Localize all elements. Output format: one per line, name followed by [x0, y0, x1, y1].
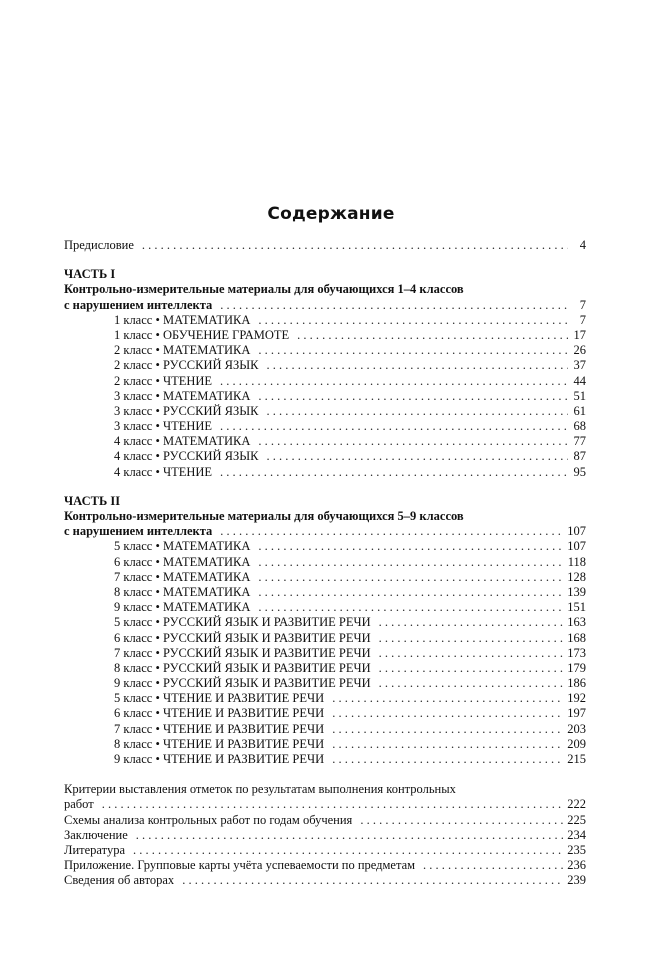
toc-entry-page: 173: [567, 645, 586, 660]
part-1-title-line-1: Контрольно-измерительные материалы для обучающихся 1–4 классов: [64, 282, 464, 297]
toc-entry[interactable]: [64, 374, 586, 389]
dot-leader: [332, 722, 563, 737]
toc-entry-label: Схемы анализа контрольных работ по годам обучения: [64, 812, 353, 827]
dot-leader: [360, 813, 563, 828]
toc-entry-page: 197: [567, 706, 586, 721]
toc-entry[interactable]: [64, 646, 586, 661]
dot-leader: [266, 358, 568, 373]
toc-entry-label: 3 класс • ЧТЕНИЕ: [114, 419, 213, 434]
dot-leader: [258, 313, 568, 328]
toc-entry-label: 8 класс • МАТЕМАТИКА: [114, 584, 251, 599]
dot-leader: [133, 843, 563, 858]
appendix-entries: [64, 813, 586, 889]
toc-entry-label: работ: [64, 797, 94, 812]
toc-entry-label: 5 класс • РУССКИЙ ЯЗЫК И РАЗВИТИЕ РЕЧИ: [114, 615, 371, 630]
toc-entry-criteria[interactable]: [64, 797, 586, 812]
toc-entry-page: 107: [567, 539, 586, 554]
toc-entry[interactable]: [64, 813, 586, 828]
part-2-title-line-2: с нарушением интеллекта: [64, 524, 213, 539]
dot-leader: [220, 465, 568, 480]
toc-entry[interactable]: [64, 313, 586, 328]
toc-entry-label: Сведения об авторах: [64, 873, 175, 888]
toc-entry[interactable]: [64, 465, 586, 480]
toc-entry-page: 239: [567, 873, 586, 888]
toc-entry-page: 139: [567, 584, 586, 599]
dot-leader: [332, 691, 563, 706]
dot-leader: [136, 828, 564, 843]
toc-entry-page: 61: [573, 403, 586, 418]
toc-entry-page: 192: [567, 691, 586, 706]
toc-entry-part-2[interactable]: [64, 524, 586, 539]
part-1-entries: [64, 313, 586, 480]
toc-entry-label: 5 класс • МАТЕМАТИКА: [114, 539, 251, 554]
toc-entry-page: 222: [567, 797, 586, 812]
toc-entry-page: 186: [567, 676, 586, 691]
toc-entry-criteria-line-1: Критерии выставления отметок по результатам выполнения контрольных: [64, 782, 456, 797]
dot-leader: [258, 389, 568, 404]
dot-leader: [220, 524, 563, 539]
dot-leader: [332, 706, 563, 721]
toc-entry-label: 4 класс • ЧТЕНИЕ: [114, 464, 213, 479]
toc-entry[interactable]: [64, 676, 586, 691]
toc-entry-page: 7: [579, 312, 586, 327]
toc-entry[interactable]: [64, 631, 586, 646]
dot-leader: [258, 539, 563, 554]
dot-leader: [297, 328, 568, 343]
part-2-entries: [64, 539, 586, 767]
toc-entry-label: Приложение. Групповые карты учёта успеваемости по предметам: [64, 858, 416, 873]
toc-entry-page: 234: [567, 827, 586, 842]
toc-entry-label: 9 класс • МАТЕМАТИКА: [114, 600, 251, 615]
toc-entry-label: 7 класс • РУССКИЙ ЯЗЫК И РАЗВИТИЕ РЕЧИ: [114, 645, 371, 660]
toc-entry-page: 7: [579, 297, 586, 312]
dot-leader: [220, 419, 568, 434]
toc-entry-label: 8 класс • ЧТЕНИЕ И РАЗВИТИЕ РЕЧИ: [114, 736, 325, 751]
toc-entry-page: 68: [573, 419, 586, 434]
toc-entry-page: 215: [567, 752, 586, 766]
part-2-heading: ЧАСТЬ II: [64, 493, 121, 508]
toc-entry-label: 2 класс • ЧТЕНИЕ: [114, 373, 213, 388]
part-1-heading: ЧАСТЬ I: [64, 267, 116, 282]
dot-leader: [379, 646, 564, 661]
toc-entry-label: 6 класс • РУССКИЙ ЯЗЫК И РАЗВИТИЕ РЕЧИ: [114, 630, 371, 645]
dot-leader: [332, 737, 563, 752]
toc-entry[interactable]: [64, 343, 586, 358]
dot-leader: [142, 238, 568, 253]
dot-leader: [379, 631, 564, 646]
toc-entry-page: 151: [567, 600, 586, 615]
toc-entry-page: 235: [567, 842, 586, 857]
toc-entry-page: 179: [567, 660, 586, 675]
toc-entry[interactable]: [64, 419, 586, 434]
toc-entry-page: 225: [567, 812, 586, 827]
dot-leader: [102, 797, 564, 812]
toc-entry[interactable]: [64, 706, 586, 721]
dot-leader: [266, 449, 568, 464]
toc-entry-label: 7 класс • МАТЕМАТИКА: [114, 569, 251, 584]
dot-leader: [258, 555, 563, 570]
toc-entry-label: 5 класс • ЧТЕНИЕ И РАЗВИТИЕ РЕЧИ: [114, 691, 325, 706]
toc-entry[interactable]: [64, 828, 586, 843]
toc-entry-page: 17: [573, 327, 586, 342]
toc-entry-label: 2 класс • МАТЕМАТИКА: [114, 343, 251, 358]
toc-entry-page: 95: [573, 464, 586, 479]
toc-entry-label: 1 класс • МАТЕМАТИКА: [114, 312, 251, 327]
part-2-title-line-1: Контрольно-измерительные материалы для обучающихся 5–9 классов: [64, 509, 464, 523]
toc-entry[interactable]: [64, 843, 586, 858]
dot-leader: [258, 570, 563, 585]
toc-entry[interactable]: [64, 358, 586, 373]
toc-entry-page: 236: [567, 858, 586, 873]
toc-entry-label: 8 класс • РУССКИЙ ЯЗЫК И РАЗВИТИЕ РЕЧИ: [114, 660, 371, 675]
toc-entry[interactable]: [64, 615, 586, 630]
toc-entry-page: 87: [573, 449, 586, 464]
toc-entry[interactable]: [64, 449, 586, 464]
toc-entry[interactable]: [64, 722, 586, 737]
toc-entry[interactable]: [64, 555, 586, 570]
toc-entry-label: 3 класс • МАТЕМАТИКА: [114, 388, 251, 403]
toc-entry-label: 6 класс • МАТЕМАТИКА: [114, 554, 251, 569]
toc-entry-label: Литература: [64, 842, 125, 857]
toc-entry-page: 44: [573, 373, 586, 388]
part-1-title-line-2: с нарушением интеллекта: [64, 297, 213, 312]
toc-entry[interactable]: [64, 328, 586, 343]
toc-entry[interactable]: [64, 404, 586, 419]
dot-leader: [258, 600, 563, 615]
table-of-contents: [64, 238, 586, 889]
toc-entry-part-1[interactable]: [64, 298, 586, 313]
dot-leader: [258, 343, 568, 358]
toc-entry[interactable]: [64, 737, 586, 752]
toc-entry[interactable]: [64, 539, 586, 554]
toc-entry-page: 107: [567, 524, 586, 539]
dot-leader: [379, 615, 564, 630]
toc-entry-label: 4 класс • РУССКИЙ ЯЗЫК: [114, 449, 259, 464]
dot-leader: [182, 873, 563, 888]
toc-entry[interactable]: [64, 585, 586, 600]
dot-leader: [379, 661, 564, 676]
toc-entry-page: 118: [567, 554, 586, 569]
toc-entry-page: 77: [573, 434, 586, 449]
toc-entry-label: 9 класс • ЧТЕНИЕ И РАЗВИТИЕ РЕЧИ: [114, 752, 325, 766]
dot-leader: [220, 374, 568, 389]
toc-entry-label: 9 класс • РУССКИЙ ЯЗЫК И РАЗВИТИЕ РЕЧИ: [114, 676, 371, 691]
toc-entry-label: 2 класс • РУССКИЙ ЯЗЫК: [114, 358, 259, 373]
toc-entry-label: 6 класс • ЧТЕНИЕ И РАЗВИТИЕ РЕЧИ: [114, 706, 325, 721]
toc-entry-preface[interactable]: [64, 238, 586, 253]
toc-entry[interactable]: [64, 661, 586, 676]
toc-entry-page: 163: [567, 615, 586, 630]
toc-entry-label: 1 класс • ОБУЧЕНИЕ ГРАМОТЕ: [114, 327, 290, 342]
dot-leader: [258, 585, 563, 600]
dot-leader: [266, 404, 568, 419]
dot-leader: [379, 676, 564, 691]
toc-entry[interactable]: [64, 752, 586, 767]
toc-entry-label: 3 класс • РУССКИЙ ЯЗЫК: [114, 403, 259, 418]
toc-entry-page: 4: [579, 238, 586, 252]
toc-entry-page: 168: [567, 630, 586, 645]
toc-entry[interactable]: [64, 858, 586, 873]
page-title: Содержание: [267, 204, 395, 224]
toc-entry[interactable]: [64, 873, 586, 888]
toc-entry-page: 51: [573, 388, 586, 403]
toc-entry-page: 128: [567, 569, 586, 584]
toc-entry-page: 37: [573, 358, 586, 373]
toc-entry-page: 209: [567, 736, 586, 751]
toc-entry[interactable]: [64, 389, 586, 404]
toc-entry-label: 4 класс • МАТЕМАТИКА: [114, 434, 251, 449]
toc-entry[interactable]: [64, 691, 586, 706]
dot-leader: [332, 752, 563, 767]
dot-leader: [258, 434, 568, 449]
toc-entry-page: 26: [573, 343, 586, 358]
dot-leader: [220, 298, 568, 313]
toc-entry[interactable]: [64, 600, 586, 615]
toc-entry[interactable]: [64, 570, 586, 585]
toc-entry[interactable]: [64, 434, 586, 449]
toc-entry-label: 7 класс • ЧТЕНИЕ И РАЗВИТИЕ РЕЧИ: [114, 721, 325, 736]
toc-entry-label: Заключение: [64, 827, 128, 842]
dot-leader: [423, 858, 563, 873]
toc-entry-page: 203: [567, 721, 586, 736]
toc-entry-label: Предисловие: [64, 238, 134, 252]
